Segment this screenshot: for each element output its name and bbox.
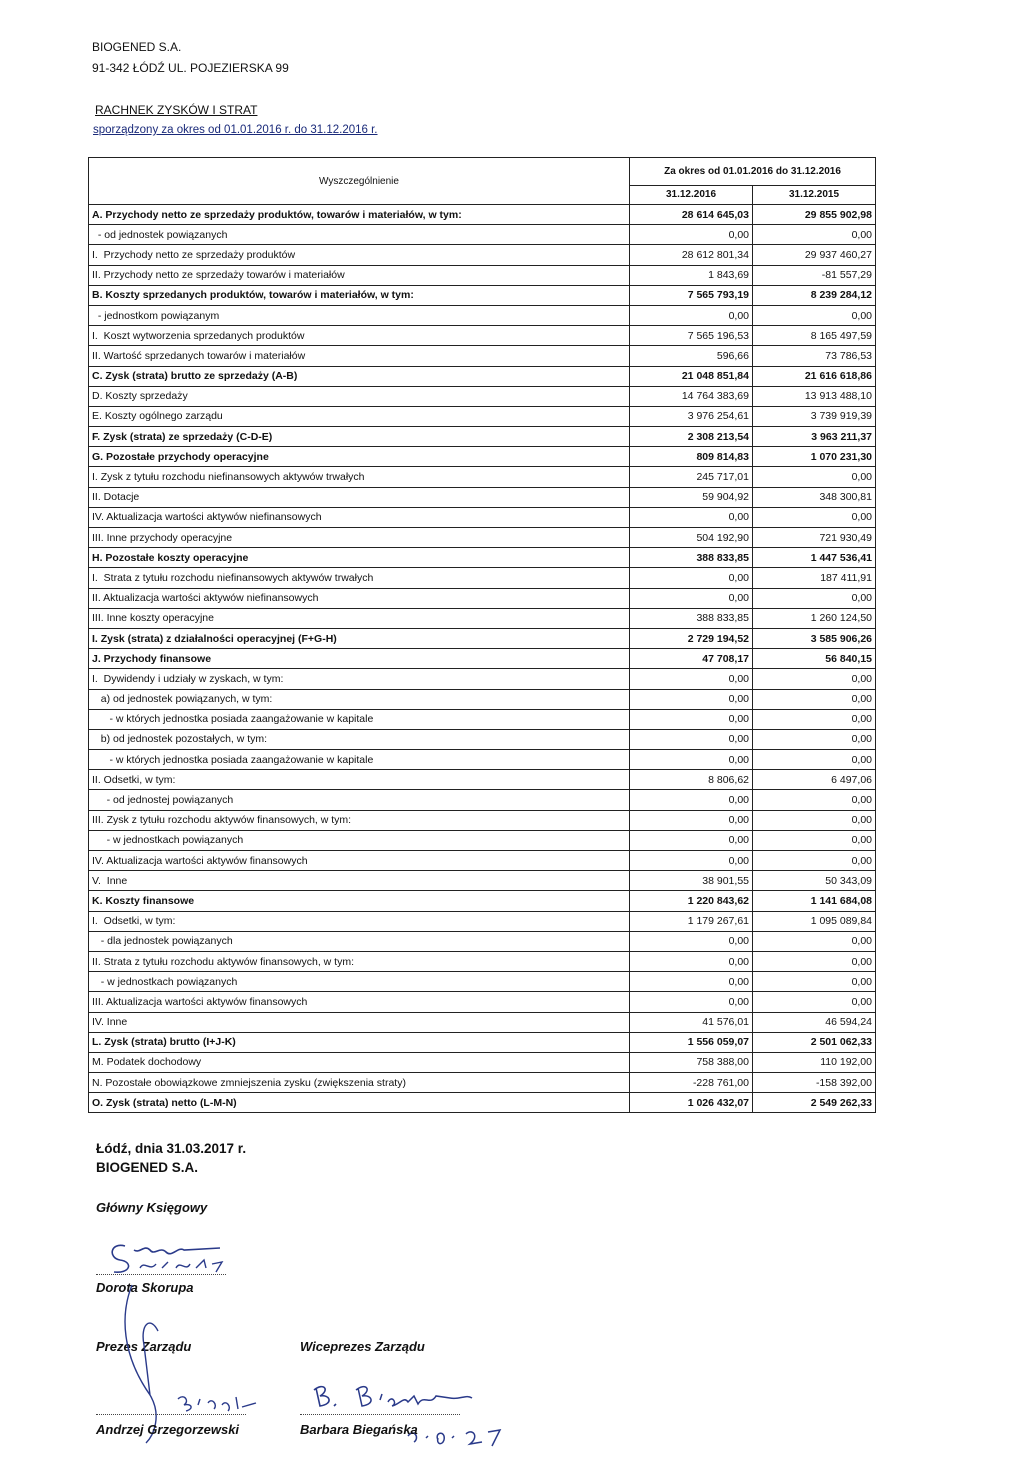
row-label: L. Zysk (strata) brutto (I+J-K): [89, 1032, 630, 1052]
value-2015: 0,00: [753, 689, 876, 709]
row-label: IV. Aktualizacja wartości aktywów niefinansowych: [89, 507, 630, 527]
table-row: [89, 972, 876, 992]
row-label: III. Zysk z tytułu rozchodu aktywów finansowych, w tym:: [89, 810, 630, 830]
row-label: M. Podatek dochodowy: [89, 1052, 630, 1072]
value-2015: 1 070 231,30: [753, 447, 876, 467]
row-label: II. Wartość sprzedanych towarów i materiałów: [89, 346, 630, 366]
value-2016: 0,00: [630, 851, 753, 871]
value-2015: 1 095 089,84: [753, 911, 876, 931]
table-row: [89, 205, 876, 225]
value-2015: 73 786,53: [753, 346, 876, 366]
row-label: a) od jednostek powiązanych, w tym:: [89, 689, 630, 709]
value-2016: 0,00: [630, 951, 753, 971]
row-label: I. Strata z tytułu rozchodu niefinansowych aktywów trwałych: [89, 568, 630, 588]
value-2015: 0,00: [753, 931, 876, 951]
value-2015: 0,00: [753, 467, 876, 487]
value-2015: 0,00: [753, 790, 876, 810]
value-2016: 0,00: [630, 931, 753, 951]
table-row: [89, 770, 876, 790]
value-2015: 8 165 497,59: [753, 326, 876, 346]
value-2016: 0,00: [630, 669, 753, 689]
table-row: [89, 1012, 876, 1032]
document-title: RACHNEK ZYSKÓW I STRAT: [95, 103, 258, 117]
table-row: [89, 649, 876, 669]
value-2015: 6 497,06: [753, 770, 876, 790]
value-2016: 0,00: [630, 810, 753, 830]
value-2015: 0,00: [753, 810, 876, 830]
table-row: [89, 386, 876, 406]
company-name: BIOGENED S.A.: [92, 40, 182, 54]
value-2015: 0,00: [753, 992, 876, 1012]
table-row: [89, 1032, 876, 1052]
table-row: [89, 871, 876, 891]
row-label: II. Aktualizacja wartości aktywów niefinansowych: [89, 588, 630, 608]
table-row: [89, 911, 876, 931]
row-label: E. Koszty ogólnego zarządu: [89, 406, 630, 426]
row-label: C. Zysk (strata) brutto ze sprzedaży (A-B): [89, 366, 630, 386]
row-label: J. Przychody finansowe: [89, 649, 630, 669]
table-row: [89, 487, 876, 507]
table-row: [89, 588, 876, 608]
row-label: N. Pozostałe obowiązkowe zmniejszenia zysku (zwiększenia straty): [89, 1073, 630, 1093]
table-row: [89, 467, 876, 487]
document-subtitle: sporządzony za okres od 01.01.2016 r. do 31.12.2016 r.: [93, 124, 378, 136]
value-2015: 29 855 902,98: [753, 205, 876, 225]
accountant-signature: [100, 1228, 240, 1280]
table-row: [89, 366, 876, 386]
table-row: [89, 507, 876, 527]
value-2015: 0,00: [753, 750, 876, 770]
table-row: [89, 669, 876, 689]
row-label: I. Zysk z tytułu rozchodu niefinansowych aktywów trwałych: [89, 467, 630, 487]
value-2016: 0,00: [630, 689, 753, 709]
value-2015: 2 549 262,33: [753, 1093, 876, 1113]
value-2016: 388 833,85: [630, 608, 753, 628]
value-2016: 0,00: [630, 588, 753, 608]
table-row: [89, 951, 876, 971]
row-label: - dla jednostek powiązanych: [89, 931, 630, 951]
value-2015: 0,00: [753, 225, 876, 245]
value-2016: 0,00: [630, 568, 753, 588]
value-2016: 245 717,01: [630, 467, 753, 487]
value-2016: 0,00: [630, 305, 753, 325]
value-2015: 0,00: [753, 305, 876, 325]
value-2015: 0,00: [753, 972, 876, 992]
table-row: [89, 1093, 876, 1113]
value-2015: 0,00: [753, 851, 876, 871]
row-label: I. Odsetki, w tym:: [89, 911, 630, 931]
footer-company-name: BIOGENED S.A.: [96, 1160, 199, 1175]
value-2016: 0,00: [630, 972, 753, 992]
president-signature: [110, 1285, 270, 1445]
column-header-2016: 31.12.2016: [630, 185, 753, 204]
value-2016: 7 565 793,19: [630, 285, 753, 305]
row-label: K. Koszty finansowe: [89, 891, 630, 911]
row-label: III. Aktualizacja wartości aktywów finansowych: [89, 992, 630, 1012]
vice-president-signature: [300, 1376, 550, 1456]
place-and-date: Łódź, dnia 31.03.2017 r.: [96, 1141, 247, 1156]
value-2016: 0,00: [630, 729, 753, 749]
row-label: - w jednostkach powiązanych: [89, 972, 630, 992]
row-label: I. Przychody netto ze sprzedaży produktów: [89, 245, 630, 265]
table-row: [89, 790, 876, 810]
value-2016: 0,00: [630, 507, 753, 527]
accountant-role: Główny Księgowy: [96, 1200, 208, 1215]
table-row: [89, 406, 876, 426]
value-2015: 3 739 919,39: [753, 406, 876, 426]
value-2015: 0,00: [753, 830, 876, 850]
column-header-2015: 31.12.2015: [753, 185, 876, 204]
table-row: [89, 810, 876, 830]
value-2016: 0,00: [630, 790, 753, 810]
row-label: III. Inne przychody operacyjne: [89, 528, 630, 548]
value-2016: 0,00: [630, 992, 753, 1012]
value-2015: 8 239 284,12: [753, 285, 876, 305]
table-row: [89, 447, 876, 467]
value-2016: 388 833,85: [630, 548, 753, 568]
value-2015: 21 616 618,86: [753, 366, 876, 386]
value-2016: 758 388,00: [630, 1052, 753, 1072]
row-label: O. Zysk (strata) netto (L-M-N): [89, 1093, 630, 1113]
row-label: B. Koszty sprzedanych produktów, towarów i materiałów, w tym:: [89, 285, 630, 305]
table-row: [89, 689, 876, 709]
value-2015: 721 930,49: [753, 528, 876, 548]
column-header-period: Za okres od 01.01.2016 do 31.12.2016: [630, 158, 876, 186]
value-2016: 0,00: [630, 709, 753, 729]
value-2016: 41 576,01: [630, 1012, 753, 1032]
table-row: [89, 830, 876, 850]
value-2015: 1 141 684,08: [753, 891, 876, 911]
row-label: - jednostkom powiązanym: [89, 305, 630, 325]
table-row: [89, 245, 876, 265]
value-2015: 110 192,00: [753, 1052, 876, 1072]
accountant-name: Dorota Skorupa: [96, 1280, 194, 1295]
table-row: [89, 750, 876, 770]
table-row: [89, 265, 876, 285]
value-2016: 809 814,83: [630, 447, 753, 467]
row-label: G. Pozostałe przychody operacyjne: [89, 447, 630, 467]
value-2015: 3 585 906,26: [753, 628, 876, 648]
row-label: - w których jednostka posiada zaangażowanie w kapitale: [89, 709, 630, 729]
column-header-label: Wyszczególnienie: [89, 158, 630, 205]
value-2015: 348 300,81: [753, 487, 876, 507]
table-row: [89, 931, 876, 951]
table-row: [89, 709, 876, 729]
table-row: [89, 729, 876, 749]
row-label: - w jednostkach powiązanych: [89, 830, 630, 850]
value-2016: 47 708,17: [630, 649, 753, 669]
table-row: [89, 568, 876, 588]
value-2016: 1 026 432,07: [630, 1093, 753, 1113]
value-2016: 1 556 059,07: [630, 1032, 753, 1052]
table-row: [89, 285, 876, 305]
president-role: Prezes Zarządu: [96, 1339, 192, 1354]
row-label: H. Pozostałe koszty operacyjne: [89, 548, 630, 568]
row-label: I. Zysk (strata) z działalności operacyjnej (F+G-H): [89, 628, 630, 648]
value-2015: 1 260 124,50: [753, 608, 876, 628]
value-2016: 28 614 645,03: [630, 205, 753, 225]
table-row: [89, 346, 876, 366]
company-address: 91-342 ŁÓDŹ UL. POJEZIERSKA 99: [92, 61, 289, 75]
table-row: [89, 992, 876, 1012]
table-row: [89, 528, 876, 548]
row-label: I. Koszt wytworzenia sprzedanych produktów: [89, 326, 630, 346]
table-row: [89, 548, 876, 568]
row-label: b) od jednostek pozostałych, w tym:: [89, 729, 630, 749]
value-2015: 0,00: [753, 951, 876, 971]
value-2016: 38 901,55: [630, 871, 753, 891]
table-row: [89, 225, 876, 245]
value-2015: 2 501 062,33: [753, 1032, 876, 1052]
value-2016: 0,00: [630, 225, 753, 245]
value-2015: 187 411,91: [753, 568, 876, 588]
value-2015: -158 392,00: [753, 1073, 876, 1093]
table-row: [89, 851, 876, 871]
value-2016: 0,00: [630, 750, 753, 770]
value-2016: 0,00: [630, 830, 753, 850]
value-2016: 596,66: [630, 346, 753, 366]
value-2016: 1 220 843,62: [630, 891, 753, 911]
value-2016: 2 308 213,54: [630, 427, 753, 447]
value-2016: 1 843,69: [630, 265, 753, 285]
table-row: [89, 427, 876, 447]
value-2015: 1 447 536,41: [753, 548, 876, 568]
value-2016: 3 976 254,61: [630, 406, 753, 426]
value-2015: 46 594,24: [753, 1012, 876, 1032]
value-2016: -228 761,00: [630, 1073, 753, 1093]
value-2016: 1 179 267,61: [630, 911, 753, 931]
table-row: [89, 1052, 876, 1072]
row-label: D. Koszty sprzedaży: [89, 386, 630, 406]
row-label: IV. Aktualizacja wartości aktywów finansowych: [89, 851, 630, 871]
table-row: [89, 608, 876, 628]
table-row: [89, 305, 876, 325]
table-row: [89, 891, 876, 911]
row-label: V. Inne: [89, 871, 630, 891]
row-label: IV. Inne: [89, 1012, 630, 1032]
row-label: II. Odsetki, w tym:: [89, 770, 630, 790]
vice-president-role: Wiceprezes Zarządu: [300, 1339, 425, 1354]
value-2015: 50 343,09: [753, 871, 876, 891]
row-label: II. Przychody netto ze sprzedaży towarów i materiałów: [89, 265, 630, 285]
table-row: [89, 326, 876, 346]
row-label: - od jednostek powiązanych: [89, 225, 630, 245]
value-2016: 59 904,92: [630, 487, 753, 507]
row-label: II. Dotacje: [89, 487, 630, 507]
income-statement-table: [88, 157, 876, 1113]
value-2016: 21 048 851,84: [630, 366, 753, 386]
value-2015: 29 937 460,27: [753, 245, 876, 265]
value-2016: 504 192,90: [630, 528, 753, 548]
row-label: - w których jednostka posiada zaangażowanie w kapitale: [89, 750, 630, 770]
value-2015: 0,00: [753, 729, 876, 749]
vice-president-name: Barbara Biegańska: [300, 1422, 418, 1437]
vice-president-signature-line: [300, 1414, 460, 1415]
row-label: III. Inne koszty operacyjne: [89, 608, 630, 628]
row-label: I. Dywidendy i udziały w zyskach, w tym:: [89, 669, 630, 689]
president-signature-line: [96, 1414, 246, 1415]
row-label: A. Przychody netto ze sprzedaży produktów, towarów i materiałów, w tym:: [89, 205, 630, 225]
row-label: F. Zysk (strata) ze sprzedaży (C-D-E): [89, 427, 630, 447]
value-2016: 8 806,62: [630, 770, 753, 790]
value-2015: 0,00: [753, 709, 876, 729]
value-2015: 0,00: [753, 507, 876, 527]
table-row: [89, 1073, 876, 1093]
president-name: Andrzej Grzegorzewski: [96, 1422, 240, 1437]
value-2016: 14 764 383,69: [630, 386, 753, 406]
accountant-signature-line: [96, 1274, 226, 1275]
value-2016: 2 729 194,52: [630, 628, 753, 648]
value-2015: 56 840,15: [753, 649, 876, 669]
value-2015: -81 557,29: [753, 265, 876, 285]
value-2015: 0,00: [753, 669, 876, 689]
value-2015: 3 963 211,37: [753, 427, 876, 447]
row-label: II. Strata z tytułu rozchodu aktywów finansowych, w tym:: [89, 951, 630, 971]
row-label: - od jednostej powiązanych: [89, 790, 630, 810]
value-2016: 28 612 801,34: [630, 245, 753, 265]
table-row: [89, 628, 876, 648]
value-2016: 7 565 196,53: [630, 326, 753, 346]
value-2015: 13 913 488,10: [753, 386, 876, 406]
value-2015: 0,00: [753, 588, 876, 608]
